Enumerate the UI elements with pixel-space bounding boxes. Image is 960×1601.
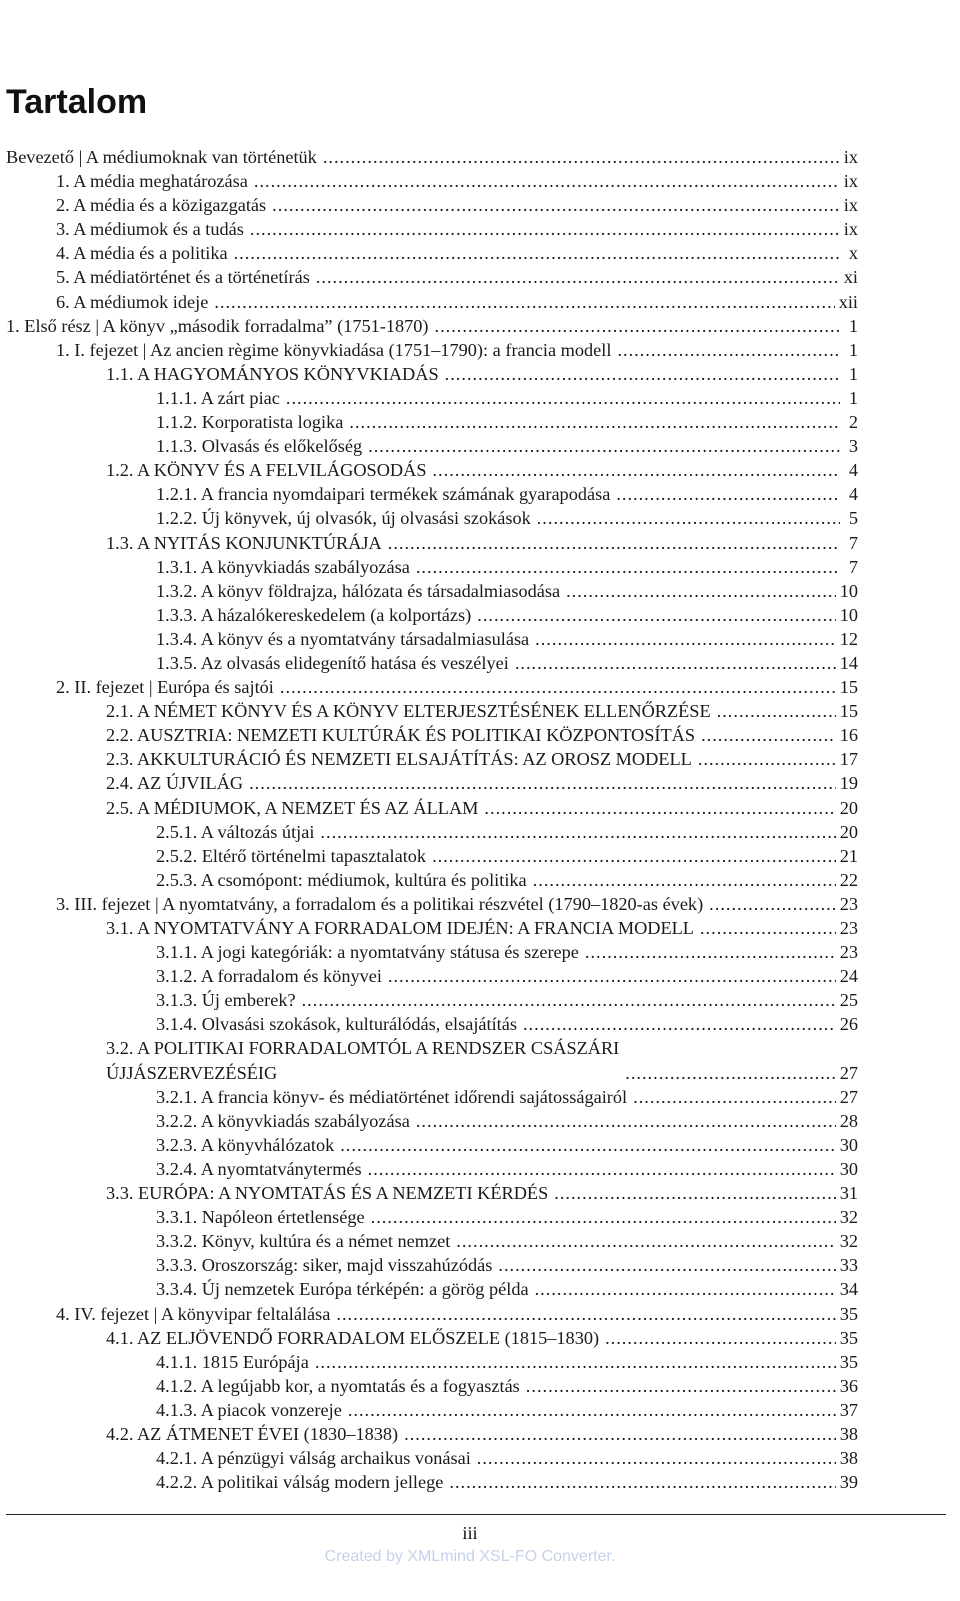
toc-entry-page: 1 — [848, 363, 858, 384]
dot-leader — [633, 1085, 836, 1109]
toc-entry[interactable] — [6, 651, 858, 675]
toc-entry-title: 2. A média és a közigazgatás — [56, 195, 267, 216]
toc-entry-page: 4 — [848, 484, 858, 505]
toc-entry-page: 32 — [839, 1231, 858, 1252]
toc-entry[interactable] — [6, 1229, 858, 1253]
dot-leader — [709, 892, 836, 916]
toc-entry-title: 3.1.2. A forradalom és könyvei — [156, 966, 382, 987]
dot-leader — [250, 217, 840, 241]
toc-entry-title: 2.5.2. Eltérő történelmi tapasztalatok — [156, 845, 427, 866]
dot-leader — [717, 699, 836, 723]
toc-entry-page: 1 — [848, 315, 858, 336]
toc-entry[interactable] — [6, 362, 858, 386]
toc-entry-title: 2. II. fejezet | Európa és sajtói — [56, 677, 274, 698]
toc-entry-page: 30 — [839, 1134, 858, 1155]
toc-entry[interactable] — [6, 410, 858, 434]
dot-leader — [336, 1302, 835, 1326]
toc-entry-title: 1.3.2. A könyv földrajza, hálózata és társadalmiasodása — [156, 580, 561, 601]
toc-entry-page: 10 — [839, 604, 858, 625]
toc-entry[interactable] — [6, 1446, 858, 1470]
toc-entry[interactable] — [6, 1398, 858, 1422]
toc-entry-title: 4.2.2. A politikai válság modern jellege — [156, 1472, 444, 1493]
toc-entry-page: 21 — [839, 845, 858, 866]
toc-entry[interactable] — [6, 964, 858, 988]
dot-leader — [566, 579, 836, 603]
toc-entry[interactable] — [6, 1277, 858, 1301]
dot-leader — [368, 1157, 836, 1181]
toc-entry[interactable] — [6, 1109, 858, 1133]
toc-entry[interactable] — [6, 868, 858, 892]
toc-entry-title: 3.1.3. Új emberek? — [156, 990, 296, 1011]
page-number: iii — [462, 1523, 478, 1543]
toc-entry-title: 1. Első rész | A könyv „második forradalma” (1751-1870) — [6, 315, 429, 336]
dot-leader — [537, 506, 840, 530]
toc-entry-page: 23 — [839, 918, 858, 938]
toc-entry-title: 1.3.1. A könyvkiadás szabályozása — [156, 556, 410, 577]
toc-entry[interactable] — [6, 290, 858, 314]
toc-entry-title: 4.1.2. A legújabb kor, a nyomtatás és a fogyasztás — [156, 1375, 520, 1396]
toc-entry-title: 1.1.3. Olvasás és előkelőség — [156, 436, 363, 457]
toc-entry-page: 35 — [839, 1351, 858, 1372]
dot-leader — [371, 1205, 836, 1229]
toc-entry[interactable] — [6, 1157, 858, 1181]
toc-entry-page: 35 — [839, 1303, 858, 1324]
toc-entry-page: 10 — [839, 580, 858, 601]
toc-entry-title: 6. A médiumok ideje — [56, 291, 209, 312]
toc-entry-title: 3.1.1. A jogi kategóriák: a nyomtatvány státusa és szerepe — [156, 942, 579, 963]
dot-leader — [272, 193, 840, 217]
converter-watermark: Created by XMLmind XSL-FO Converter. — [324, 1548, 616, 1565]
toc-entry-page: 19 — [839, 773, 858, 794]
toc-entry-page: 1 — [848, 339, 858, 360]
toc-entry-title: Bevezető | A médiumoknak van történetük — [6, 147, 317, 167]
toc-entry-page: 37 — [839, 1399, 858, 1420]
dot-leader — [515, 651, 836, 675]
toc-entry-page: 24 — [839, 966, 858, 987]
toc-entry-title: 2.5. A MÉDIUMOK, A NEMZET ÉS AZ ÁLLAM — [106, 797, 479, 818]
toc-entry-page: ix — [843, 171, 858, 192]
dot-leader — [316, 265, 840, 289]
dot-leader — [320, 820, 835, 844]
dot-leader — [698, 747, 836, 771]
toc-entry-title: 4.1.3. A piacok vonzereje — [156, 1399, 342, 1420]
toc-entry[interactable] — [6, 1350, 858, 1374]
toc-entry[interactable] — [6, 434, 858, 458]
toc-entry-page: 26 — [839, 1014, 858, 1035]
toc-entry-page: 5 — [848, 508, 858, 529]
dot-leader — [302, 988, 836, 1012]
toc-entry-title: 3.2.3. A könyvhálózatok — [156, 1134, 335, 1155]
dot-leader — [404, 1422, 836, 1446]
toc-entry-page: 30 — [839, 1158, 858, 1179]
toc-entry[interactable] — [6, 1133, 858, 1157]
toc-entry[interactable] — [6, 699, 858, 723]
toc-entry-page: 38 — [839, 1448, 858, 1469]
dot-leader — [535, 1277, 836, 1301]
toc-entry-page: xii — [838, 291, 858, 312]
dot-leader — [498, 1253, 835, 1277]
toc-entry[interactable] — [6, 314, 858, 338]
toc-entry[interactable] — [6, 916, 858, 940]
toc-entry[interactable] — [6, 458, 858, 482]
toc-entry-page: 23 — [839, 893, 858, 914]
toc-entry-page: 15 — [839, 677, 858, 698]
toc-entry[interactable] — [6, 892, 858, 916]
toc-entry-title: 4.2.1. A pénzügyi válság archaikus vonásai — [156, 1448, 471, 1469]
toc-entry-title: 3. A médiumok és a tudás — [56, 219, 244, 240]
toc-entry-title: 4.1. AZ ELJÖVENDŐ FORRADALOM ELŐSZELE (1815–1830) — [106, 1327, 600, 1348]
toc-entry-page: 1 — [848, 387, 858, 408]
toc-entry-title: 1.1.2. Korporatista logika — [156, 412, 344, 433]
toc-entry-title: 1.2.1. A francia nyomdaipari termékek számának gyarapodása — [156, 484, 611, 505]
toc-entry-title: 5. A médiatörténet és a történetírás — [56, 267, 310, 288]
toc-entry-title: 3.1. A NYOMTATVÁNY A FORRADALOM IDEJÉN: A FRANCIA MODELL — [106, 918, 694, 938]
toc-entry[interactable] — [6, 1374, 858, 1398]
toc-entry[interactable] — [6, 169, 858, 193]
toc-entry[interactable] — [6, 1012, 858, 1036]
toc-entry-page: 23 — [839, 942, 858, 963]
toc-entry[interactable] — [6, 1036, 858, 1084]
dot-leader — [280, 675, 836, 699]
dot-leader — [348, 1398, 836, 1422]
dot-leader — [323, 145, 840, 169]
toc-entry-title: 4.1.1. 1815 Európája — [156, 1351, 309, 1372]
toc-entry-title: 3.3.2. Könyv, kultúra és a német nemzet — [156, 1231, 451, 1252]
toc-entry[interactable] — [6, 723, 858, 747]
toc-entry[interactable] — [6, 193, 858, 217]
dot-leader — [435, 314, 840, 338]
toc-entry-title: 3.2. A POLITIKAI FORRADALOMTÓL A RENDSZER CSÁSZÁRI ÚJJÁSZERVEZÉSÉIG — [106, 1038, 620, 1083]
toc-entry-page: 32 — [839, 1207, 858, 1228]
toc-entry[interactable] — [6, 1302, 858, 1326]
dot-leader — [477, 603, 835, 627]
dot-leader — [484, 796, 835, 820]
page-title: Tartalom — [6, 83, 148, 121]
toc-entry[interactable] — [6, 771, 858, 795]
toc-entry-page: 39 — [839, 1472, 858, 1493]
toc-entry-title: 2.3. AKKULTURÁCIÓ ÉS NEMZETI ELSAJÁTÍTÁS: AZ OROSZ MODELL — [106, 749, 692, 770]
dot-leader — [449, 1470, 835, 1494]
dot-leader — [616, 482, 840, 506]
toc-entry[interactable] — [6, 482, 858, 506]
toc-entry[interactable] — [6, 747, 858, 771]
dot-leader — [349, 410, 840, 434]
toc-entry-page: 17 — [839, 749, 858, 770]
toc-entry-page: ix — [843, 195, 858, 216]
toc-entry-page: 28 — [839, 1110, 858, 1131]
toc-entry[interactable] — [6, 1253, 858, 1277]
toc-entry[interactable] — [6, 1205, 858, 1229]
toc-entry-title: 2.4. AZ ÚJVILÁG — [106, 773, 244, 794]
toc-entry-page: 16 — [839, 725, 858, 746]
toc-entry-page: 12 — [839, 628, 858, 649]
toc-entry-title: 1.2. A KÖNYV ÉS A FELVILÁGOSODÁS — [106, 460, 427, 481]
toc-entry-page: 22 — [839, 869, 858, 890]
toc-entry[interactable] — [6, 1422, 858, 1446]
toc-entry-page: 27 — [839, 1062, 858, 1083]
dot-leader — [340, 1133, 835, 1157]
toc-entry-title: 3.2.4. A nyomtatványtermés — [156, 1158, 362, 1179]
toc-entry-title: 3. III. fejezet | A nyomtatvány, a forradalom és a politikai részvétel (1790–1820-as évek) — [56, 893, 704, 914]
toc-entry[interactable] — [6, 217, 858, 241]
toc-entry[interactable] — [6, 1326, 858, 1350]
toc-entry[interactable] — [6, 338, 858, 362]
toc-entry-title: 1.3.3. A házalókereskedelem (a kolportázs) — [156, 604, 472, 625]
toc-entry[interactable] — [6, 531, 858, 555]
toc-entry-title: 2.5.3. A csomópont: médiumok, kultúra és politika — [156, 869, 527, 890]
toc-entry-page: 4 — [848, 460, 858, 481]
toc-entry-page: 35 — [839, 1327, 858, 1348]
toc-entry-title: 3.3.4. Új nemzetek Európa térképén: a görög példa — [156, 1279, 529, 1300]
table-of-contents — [6, 145, 858, 1494]
toc-entry[interactable] — [6, 265, 858, 289]
toc-entry-title: 4. IV. fejezet | A könyvipar feltalálása — [56, 1303, 331, 1324]
dot-leader — [617, 338, 840, 362]
dot-leader — [315, 1350, 836, 1374]
toc-entry-page: 7 — [848, 556, 858, 577]
toc-entry-title: 3.1.4. Olvasási szokások, kulturálódás, elsajátítás — [156, 1014, 517, 1035]
toc-entry[interactable] — [6, 675, 858, 699]
toc-entry-title: 1. I. fejezet | Az ancien règime könyvkiadása (1751–1790): a francia modell — [56, 339, 612, 360]
toc-entry[interactable] — [6, 555, 858, 579]
dot-leader — [388, 964, 836, 988]
toc-entry-page: 20 — [839, 821, 858, 842]
dot-leader — [432, 458, 840, 482]
toc-entry[interactable] — [6, 1470, 858, 1494]
dot-leader — [416, 555, 840, 579]
toc-entry-title: 3.3.1. Napóleon értetlensége — [156, 1207, 365, 1228]
toc-entry-page: 36 — [839, 1375, 858, 1396]
toc-entry[interactable] — [6, 796, 858, 820]
toc-entry-title: 3.2.1. A francia könyv- és médiatörténet időrendi sajátosságairól — [156, 1086, 628, 1107]
toc-entry-title: 4.2. AZ ÁTMENET ÉVEI (1830–1838) — [106, 1423, 399, 1444]
toc-entry-title: 1.1. A HAGYOMÁNYOS KÖNYVKIADÁS — [106, 363, 439, 384]
toc-entry-page: ix — [843, 147, 858, 167]
toc-entry[interactable] — [6, 940, 858, 964]
dot-leader — [533, 868, 836, 892]
toc-entry-title: 4. A média és a politika — [56, 243, 228, 264]
toc-entry[interactable] — [6, 844, 858, 868]
toc-entry-title: 1.2.2. Új könyvek, új olvasók, új olvasási szokások — [156, 508, 531, 529]
toc-entry[interactable] — [6, 386, 858, 410]
dot-leader — [605, 1326, 836, 1350]
toc-entry-page: 27 — [839, 1086, 858, 1107]
dot-leader — [249, 771, 836, 795]
toc-entry-title: 3.3.3. Oroszország: siker, majd visszahúzódás — [156, 1255, 493, 1276]
toc-entry[interactable] — [6, 1181, 858, 1205]
toc-entry-page: 33 — [839, 1255, 858, 1276]
footer-divider — [6, 1514, 946, 1515]
dot-leader — [477, 1446, 836, 1470]
toc-entry-title: 1.3.5. Az olvasás elidegenítő hatása és veszélyei — [156, 652, 509, 673]
toc-entry[interactable] — [6, 627, 858, 651]
toc-entry-page: ix — [843, 219, 858, 240]
toc-entry[interactable] — [6, 1085, 858, 1109]
toc-entry-title: 1.1.1. A zárt piac — [156, 387, 280, 408]
dot-leader — [234, 241, 840, 265]
dot-leader — [523, 1012, 836, 1036]
toc-entry[interactable] — [6, 241, 858, 265]
toc-entry-title: 2.1. A NÉMET KÖNYV ÉS A KÖNYV ELTERJESZTÉSÉNEK ELLENŐRZÉSE — [106, 701, 711, 722]
toc-entry-title: 2.2. AUSZTRIA: NEMZETI KULTÚRÁK ÉS POLITIKAI KÖZPONTOSÍTÁS — [106, 725, 696, 746]
toc-entry-page: 14 — [839, 652, 858, 673]
toc-entry[interactable] — [6, 820, 858, 844]
dot-leader — [456, 1229, 835, 1253]
dot-leader — [254, 169, 840, 193]
toc-entry-page: 25 — [839, 990, 858, 1011]
dot-leader — [368, 434, 840, 458]
toc-entry-page: xi — [843, 267, 858, 288]
toc-entry[interactable] — [6, 603, 858, 627]
dot-leader — [526, 1374, 836, 1398]
toc-entry-title: 1.3.4. A könyv és a nyomtatvány társadalmiasulása — [156, 628, 530, 649]
toc-entry[interactable] — [6, 579, 858, 603]
dot-leader — [416, 1109, 836, 1133]
dot-leader — [625, 1061, 835, 1085]
dot-leader — [445, 362, 840, 386]
dot-leader — [286, 386, 840, 410]
toc-entry-title: 3.3. EURÓPA: A NYOMTATÁS ÉS A NEMZETI KÉRDÉS — [106, 1183, 549, 1204]
dot-leader — [585, 940, 836, 964]
toc-entry[interactable] — [6, 506, 858, 530]
dot-leader — [554, 1181, 835, 1205]
toc-entry-title: 1.3. A NYITÁS KONJUNKTÚRÁJA — [106, 532, 382, 553]
toc-entry-page: 31 — [839, 1183, 858, 1204]
toc-entry[interactable] — [6, 145, 858, 169]
toc-entry-title: 2.5.1. A változás útjai — [156, 821, 315, 842]
toc-entry-page: 15 — [839, 701, 858, 722]
dot-leader — [214, 290, 834, 314]
toc-entry-title: 3.2.2. A könyvkiadás szabályozása — [156, 1110, 410, 1131]
toc-entry-page: 3 — [848, 436, 858, 457]
toc-entry-title: 1. A média meghatározása — [56, 171, 248, 192]
toc-entry-page: 38 — [839, 1423, 858, 1444]
toc-entry-page: 20 — [839, 797, 858, 818]
dot-leader — [701, 723, 836, 747]
toc-entry[interactable] — [6, 988, 858, 1012]
dot-leader — [700, 916, 836, 940]
dot-leader — [535, 627, 836, 651]
toc-entry-page: 34 — [839, 1279, 858, 1300]
dot-leader — [388, 531, 840, 555]
toc-entry-page: 7 — [848, 532, 858, 553]
dot-leader — [432, 844, 836, 868]
toc-entry-page: 2 — [848, 412, 858, 433]
toc-entry-page: x — [848, 243, 858, 264]
